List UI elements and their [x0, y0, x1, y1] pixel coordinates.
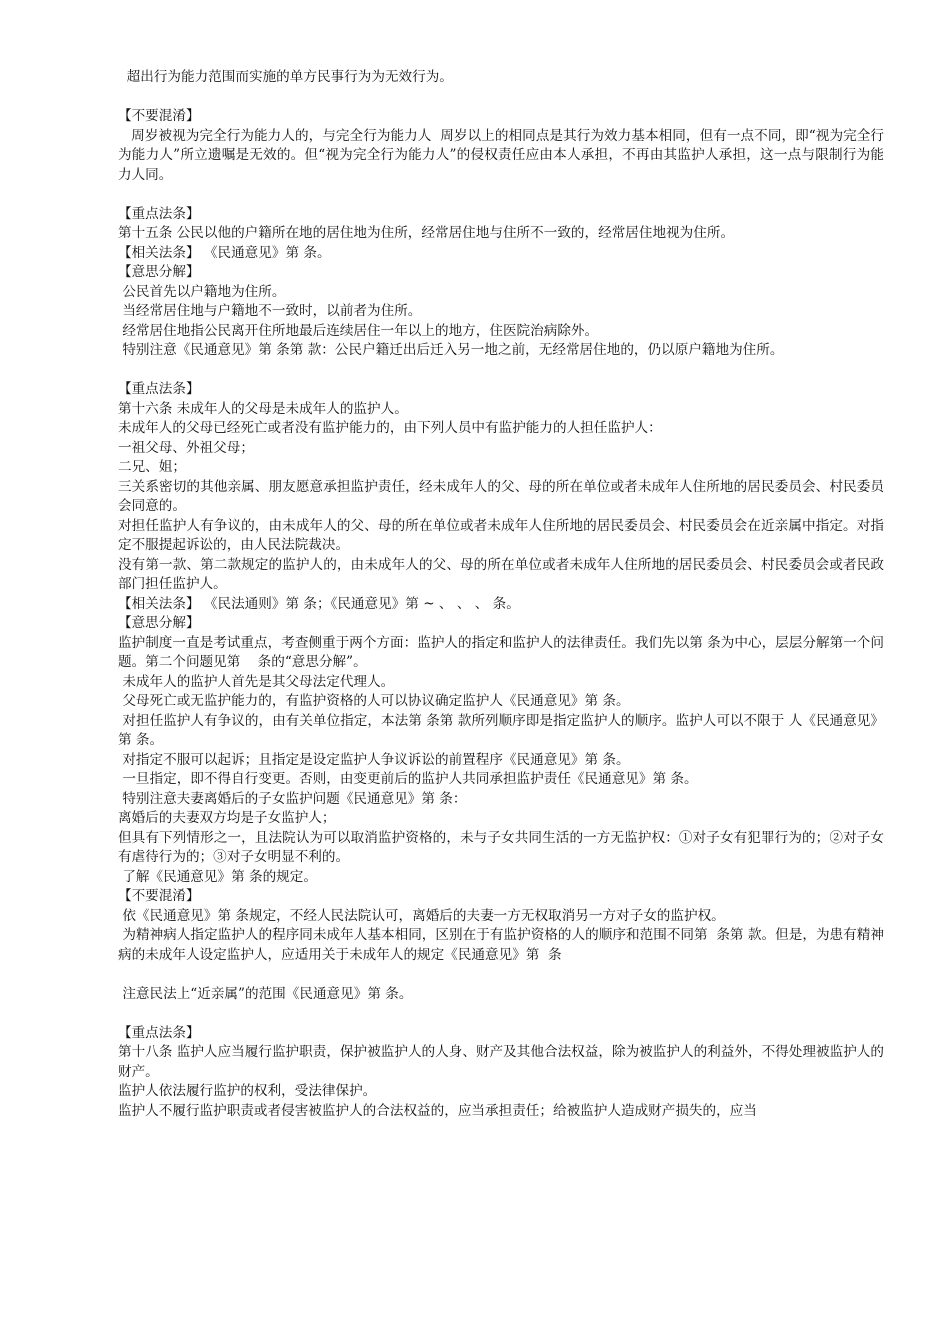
list-item: 注意民法上“近亲属”的范围《民通意见》第 条。 [118, 985, 413, 1002]
blank-line [118, 185, 884, 205]
blank-line [118, 88, 884, 108]
list-item: 公民首先以户籍地为住所。 [118, 283, 290, 300]
related-articles: 【相关法条】 《民通意见》第 条。 [118, 244, 335, 261]
list-item: 未成年人的监护人首先是其父母法定代理人。 [118, 673, 403, 690]
section-heading: 【不要混淆】 [118, 108, 204, 124]
list-item: 父母死亡或无监护能力的，有监护资格的人可以协议确定监护人《民通意见》第 条。 [118, 693, 634, 709]
section-heading: 【重点法条】 [118, 381, 204, 397]
text-line: 超出行为能力范围而实施的单方民事行为为无效行为。 [118, 69, 458, 85]
list-item: 经常居住地指公民离开住所地最后连续居住一年以上的地方，住医院治病除外。 [118, 322, 603, 339]
article-text: 监护人依法履行监护的权利，受法律保护。 [118, 1083, 381, 1099]
blank-line [118, 1004, 884, 1024]
article-text: 没有第一款、第二款规定的监护人的，由未成年人的父、母的所在单位或者未成年人住所地的居民委员会、村民委员会或者民政部门担任监护人。 [118, 556, 884, 592]
list-item: 三关系密切的其他亲属、朋友愿意承担监护责任，经未成年人的父、母的所在单位或者未成年人住所地的居民委员会、村民委员会同意的。 [118, 478, 884, 514]
article-text: 监护人不履行监护职责或者侵害被监护人的合法权益的，应当承担责任；给被监护人造成财产损失的，应当 [118, 1102, 757, 1119]
article-text: 第十八条 监护人应当履行监护职责，保护被监护人的人身、财产及其他合法权益，除为被监护人的利益外，不得处理被监护人的财产。 [118, 1044, 884, 1080]
list-item: 依《民通意见》第 条规定，不经人民法院认可，离婚后的夫妻一方无权取消另一方对子女的监护权。 [118, 907, 725, 924]
related-articles: 【相关法条】 《民法通则》第 条；《民通意见》第 ~ 、 、 、 条。 [118, 595, 525, 612]
article-text: 对担任监护人有争议的，由未成年人的父、母的所在单位或者未成年人住所地的居民委员会、村民委员会在近亲属中指定。对指定不服提起诉讼的，由人民法院裁决。 [118, 517, 884, 553]
text-paragraph: 周岁被视为完全行为能力人的，与完全行为能力人 周岁以上的相同点是其行为效力基本相同，但有一点不同，即“视为完全行为能力人”所立遗嘱是无效的。但“视为完全行为能力人”的侵权责任应由本人承担，不再由其监护人承担，这一点与限制行为能力人同。 [118, 127, 884, 183]
blank-line [118, 361, 884, 381]
document-page [118, 68, 884, 1121]
list-item: 但具有下列情形之一，且法院认为可以取消监护资格的，未与子女共同生活的一方无监护权：①对子女有犯罪行为的；②对子女有虐待行为的；③对子女明显不利的。 [118, 829, 884, 865]
section-heading: 【重点法条】 [118, 205, 204, 222]
section-heading: 【意思分解】 [118, 264, 204, 280]
list-item: 特别注意夫妻离婚后的子女监护问题《民通意见》第 条： [118, 790, 471, 807]
list-item: 一旦指定，即不得自行变更。否则，由变更前后的监护人共同承担监护责任《民通意见》第 条。 [118, 771, 702, 787]
list-item: 一祖父母、外祖父母； [118, 439, 259, 456]
list-item: 二兄、姐； [118, 459, 191, 475]
article-text: 未成年人的父母已经死亡或者没有监护能力的，由下列人员中有监护能力的人担任监护人： [118, 420, 667, 436]
blank-line [118, 965, 884, 985]
section-heading: 【不要混淆】 [118, 888, 204, 904]
section-heading: 【意思分解】 [118, 615, 204, 631]
list-item: 了解《民通意见》第 条的规定。 [118, 868, 322, 885]
list-item: 特别注意《民通意见》第 条第 款：公民户籍迁出后迁入另一地之前，无经常居住地的，仍以原户籍地为住所。 [118, 342, 784, 358]
list-item: 对指定不服可以起诉；且指定是设定监护人争议诉讼的前置程序《民通意见》第 条。 [118, 751, 634, 768]
list-item: 为精神病人指定监护人的程序同未成年人基本相同，区别在于有监护资格的人的顺序和范围不同第 条第 款。但是，为患有精神病的未成年人设定监护人，应适用关于未成年人的规定《民通意见》第 条 [118, 927, 884, 963]
list-item: 离婚后的夫妻双方均是子女监护人； [118, 810, 340, 826]
article-text: 第十五条 公民以他的户籍所在地的居住地为住所，经常居住地与住所不一致的，经常居住地视为住所。 [118, 225, 739, 241]
list-item: 当经常居住地与户籍地不一致时，以前者为住所。 [118, 303, 426, 319]
list-item: 对担任监护人有争议的，由有关单位指定，本法第 条第 款所列顺序即是指定监护人的顺序。监护人可以不限于 人《民通意见》第 条。 [118, 712, 884, 748]
article-text: 第十六条 未成年人的父母是未成年人的监护人。 [118, 400, 413, 417]
section-heading: 【重点法条】 [118, 1024, 204, 1041]
text-paragraph: 监护制度一直是考试重点，考查侧重于两个方面：监护人的指定和监护人的法律责任。我们先以第 条为中心，层层分解第一个问题。第二个问题见第 条的“意思分解”。 [118, 634, 884, 670]
